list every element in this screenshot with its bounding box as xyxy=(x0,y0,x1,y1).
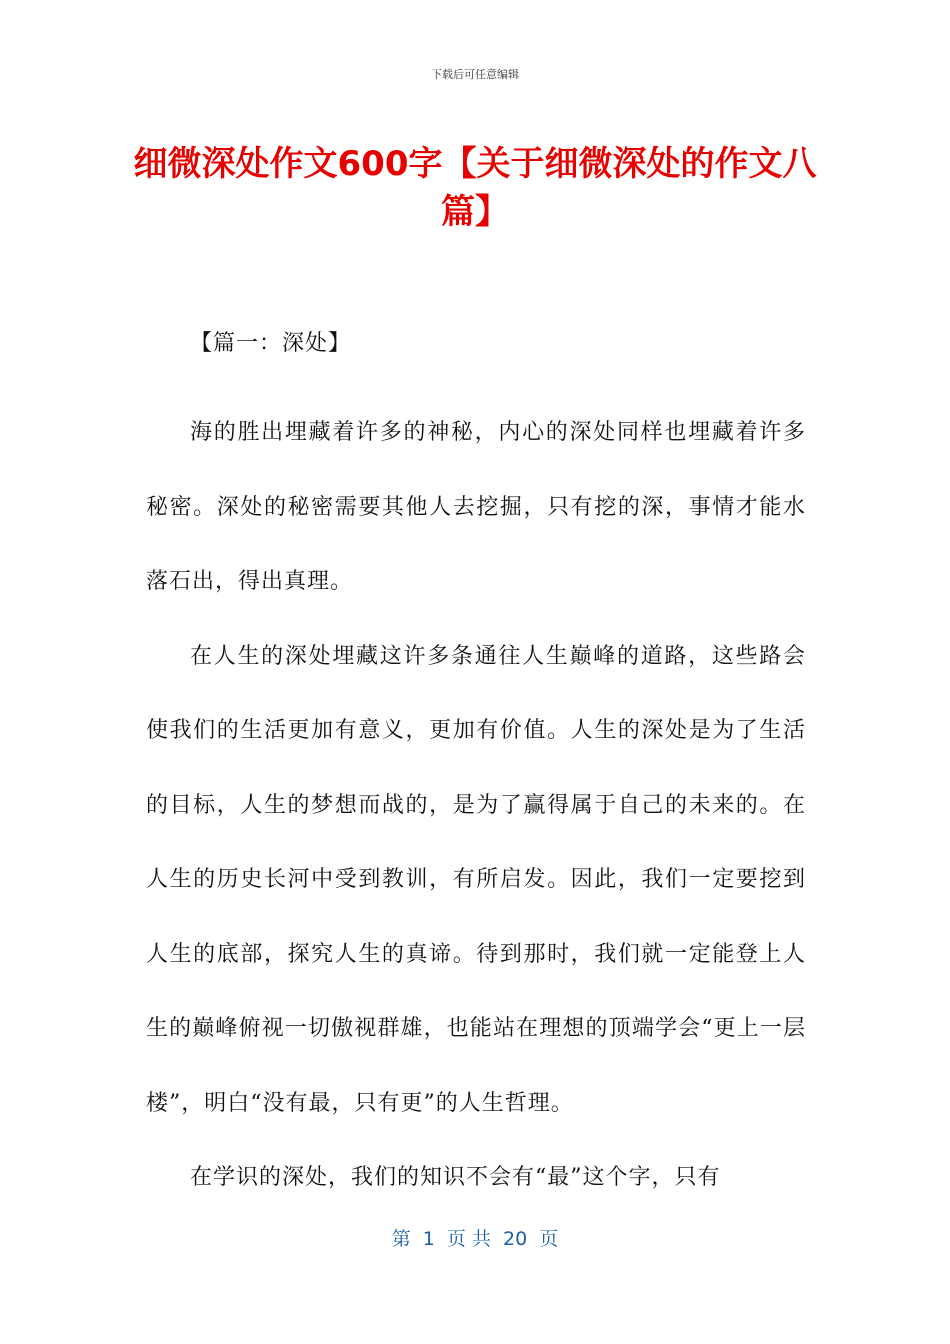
paragraph: 海的胜出埋藏着许多的神秘，内心的深处同样也埋藏着许多秘密。深处的秘密需要其他人去挖掘，只有挖的深，事情才能水落石出，得出真理。 xyxy=(146,420,806,594)
paragraph: 在学识的深处，我们的知识不会有“最”这个字，只有 xyxy=(190,1165,721,1190)
document-body xyxy=(146,322,806,1216)
section-heading: 【篇一：深处】 xyxy=(190,331,352,356)
document-title: 细微深处作文600字【关于细微深处的作文八篇】 xyxy=(133,144,817,232)
paragraph: 在人生的深处埋藏这许多条通往人生巅峰的道路，这些路会使我们的生活更加有意义，更加有价值。人生的深处是为了生活的目标，人生的梦想而战的，是为了赢得属于自己的未来的。在人生的历史长河中受到教训，有所启发。因此，我们一定要挖到人生的底部，探究人生的真谛。待到那时，我们就一定能登上人生的巅峰俯视一切傲视群雄，也能站在理想的顶端学会“更上一层楼”，明白“没有最，只有更”的人生哲理。 xyxy=(146,643,806,1116)
page-number: 第 1 页 共 20 页 xyxy=(391,1228,559,1250)
header-note: 下载后可任意编辑 xyxy=(431,68,519,81)
